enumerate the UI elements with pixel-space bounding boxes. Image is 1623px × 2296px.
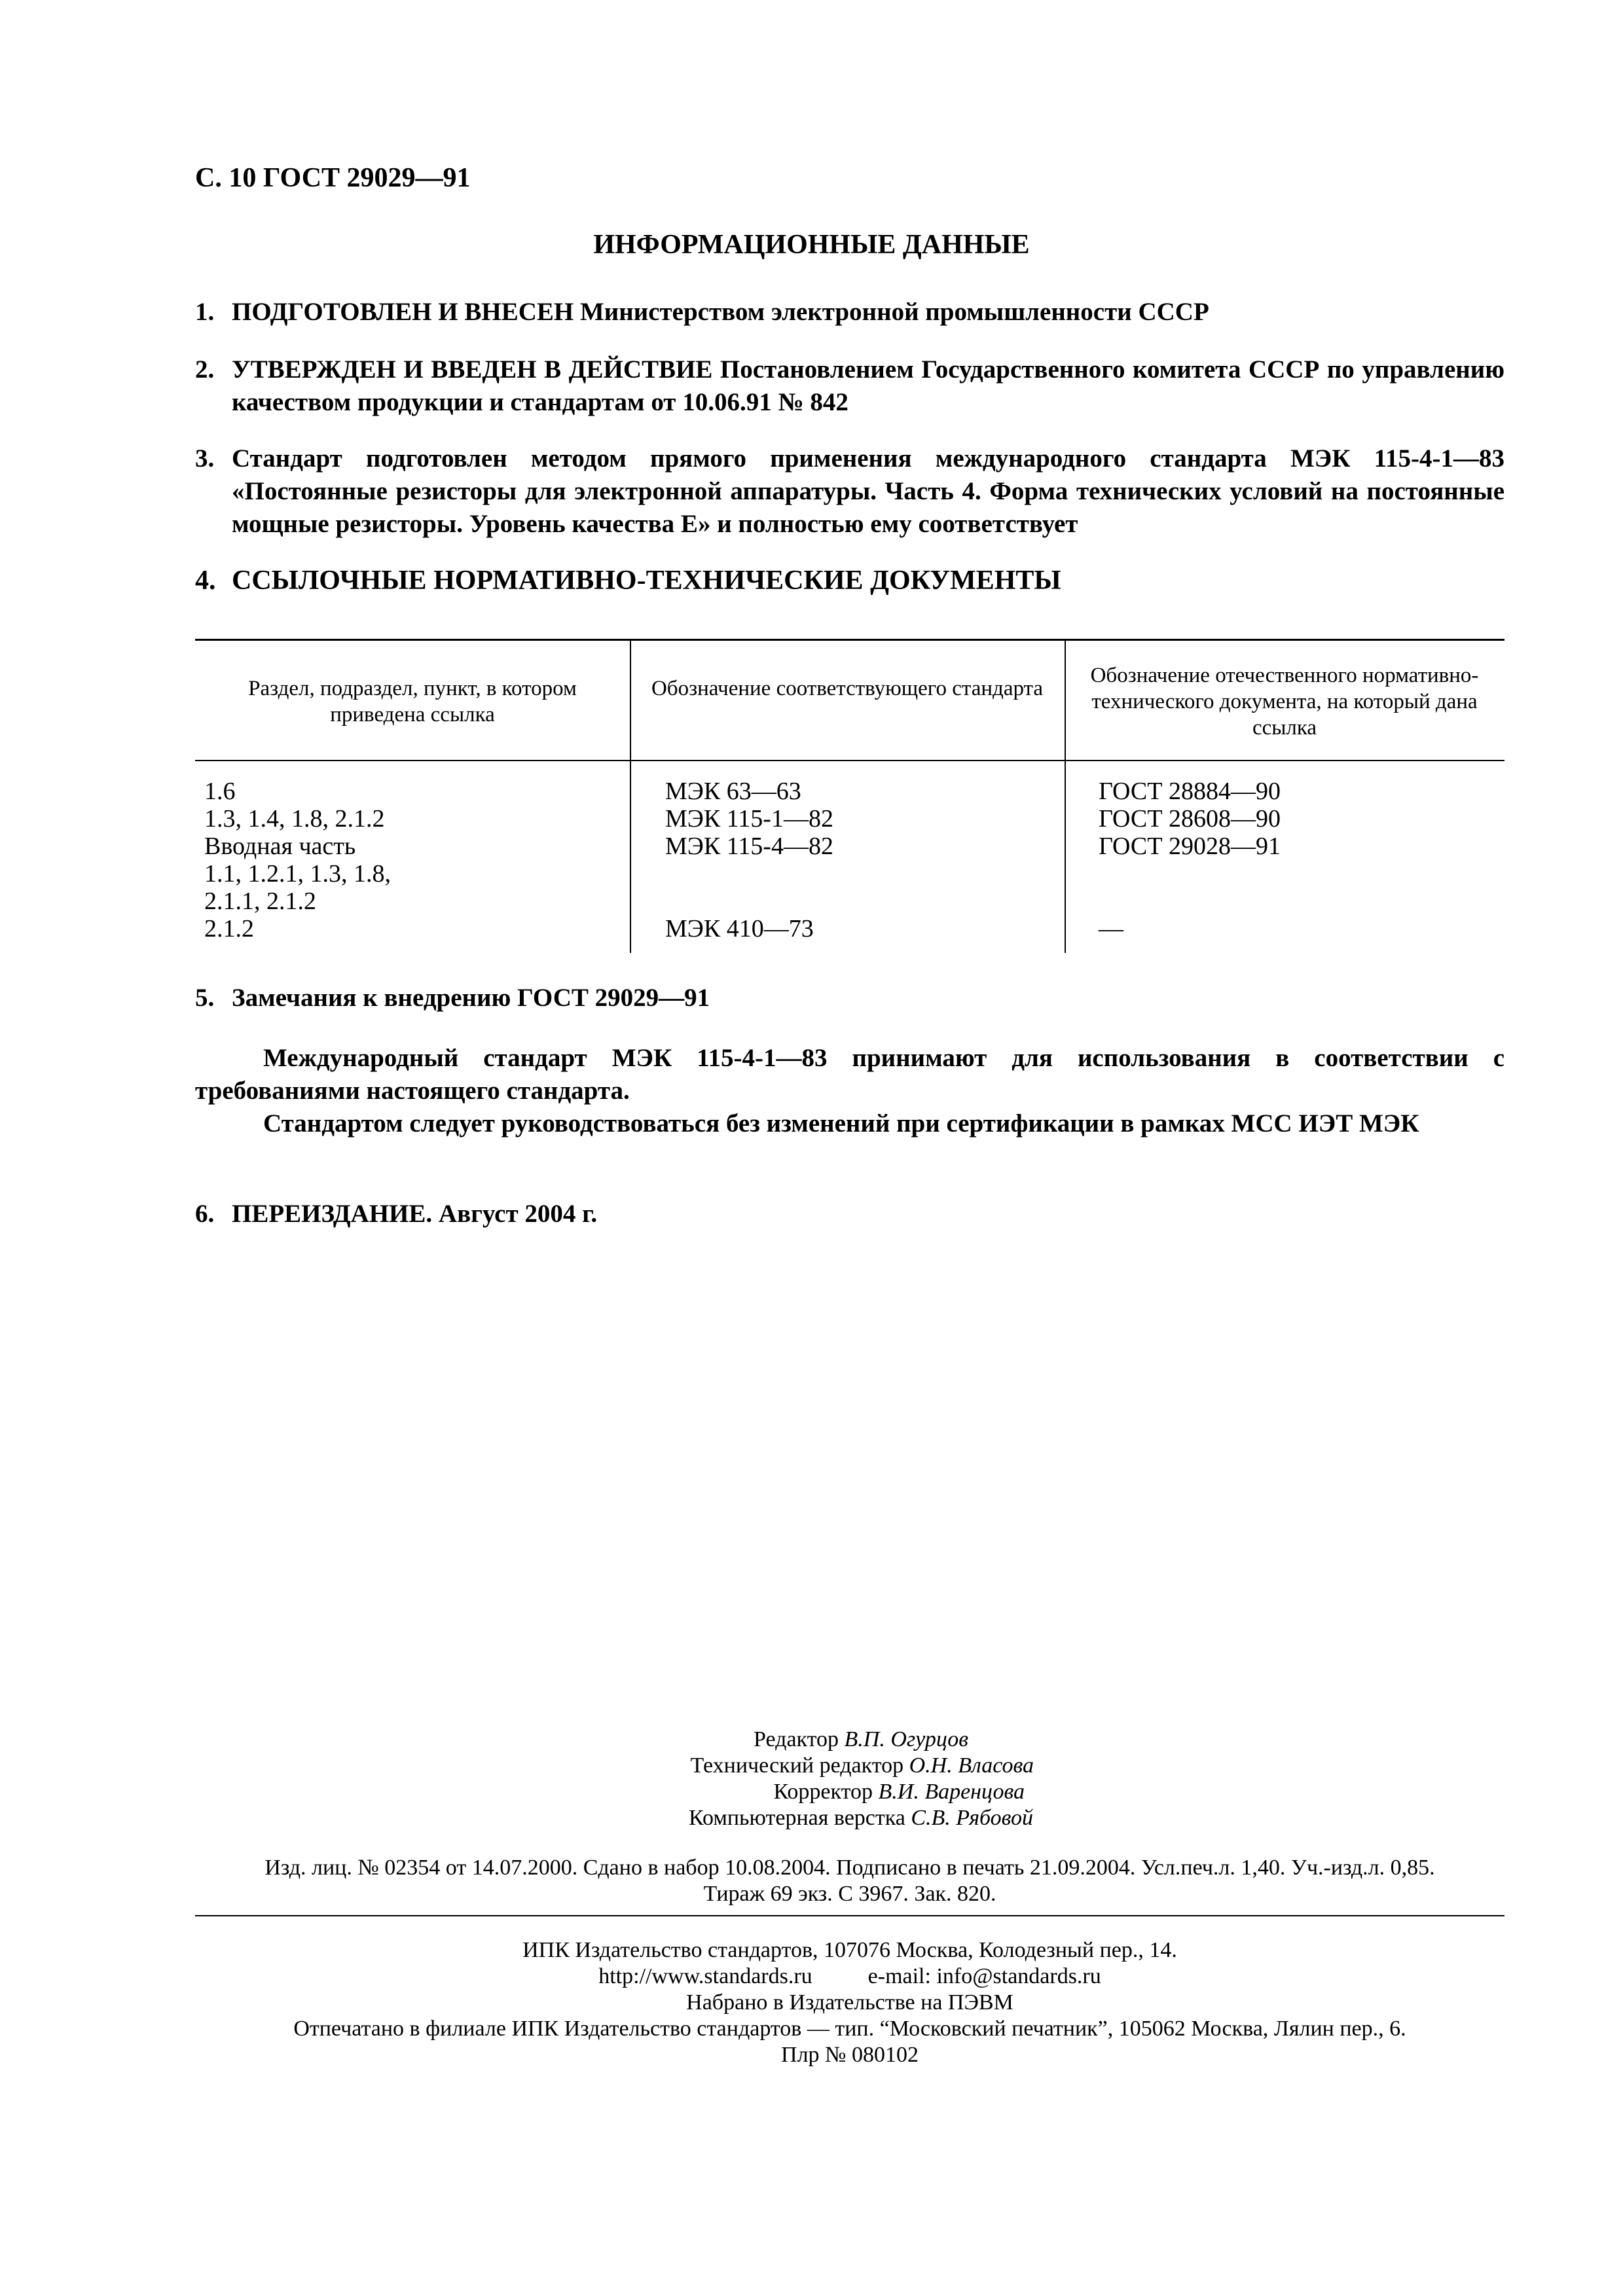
- item-5-paragraph-2: Стандартом следует руководствоваться без изменений при сертификации в рамках МСС ИЭТ МЭК: [263, 1109, 1419, 1138]
- info-item-5: [195, 982, 1504, 1014]
- publisher-line-4: Отпечатано в филиале ИПК Издательство стандартов — тип. “Московский печатник”, 105062 Москва, Лялин пер., 6.: [293, 2017, 1406, 2041]
- table-header-section: Раздел, подраздел, пункт, в котором приведена ссылка: [248, 677, 577, 726]
- table-column-divider: [1065, 639, 1066, 953]
- info-item-3: [195, 442, 1504, 541]
- credit-person: С.В. Рябовой: [911, 1806, 1033, 1830]
- table-column-gost-documents: ГОСТ 28884—90 ГОСТ 28608—90 ГОСТ 29028—91 —: [1099, 778, 1281, 942]
- credit-role: Компьютерная верстка: [688, 1806, 911, 1830]
- table-header-national-document: Обозначение отечественного нормативно-технического документа, на который дана ссылка: [1090, 664, 1479, 740]
- item-number: 2.: [195, 355, 215, 384]
- imprint-line-1: Изд. лиц. № 02354 от 14.07.2000. Сдано в набор 10.08.2004. Подписано в печать 21.09.2004. Усл.печ.л. 1,40. Уч.-изд.л. 0,85.: [264, 1856, 1435, 1880]
- item-text: Постановлением Государственного комитета СССР по управлению качеством продукции и стандартам от 10.06.91 № 842: [232, 355, 1504, 416]
- publisher-line-2: http://www.standards.ru e-mail: info@standards.ru: [598, 1964, 1101, 1988]
- table-column-sections: 1.6 1.3, 1.4, 1.8, 2.1.2 Вводная часть 1.1, 1.2.1, 1.3, 1.8, 2.1.1, 2.1.2 2.1.2: [204, 778, 391, 942]
- info-item-4: [195, 564, 1504, 597]
- info-item-2: [195, 353, 1504, 419]
- reference-table: [195, 639, 1504, 953]
- table-column-iec-standards: МЭК 63—63 МЭК 115-1—82 МЭК 115-4—82 МЭК 410—73: [665, 778, 833, 942]
- table-column-divider: [630, 639, 631, 953]
- credit-person: О.Н. Власова: [909, 1753, 1034, 1778]
- imprint-line-2: Тираж 69 экз. С 3967. Зак. 820.: [703, 1882, 996, 1906]
- credit-role: Корректор: [773, 1780, 879, 1804]
- item-number: 3.: [195, 444, 215, 473]
- item-lead: ПЕРЕИЗДАНИЕ.: [232, 1200, 433, 1228]
- credit-role: Редактор: [754, 1727, 845, 1751]
- info-item-1: [195, 296, 1504, 329]
- publisher-line-5: Плр № 080102: [781, 2043, 919, 2067]
- item-number: 6.: [195, 1200, 215, 1228]
- credit-role: Технический редактор: [690, 1753, 909, 1778]
- credit-layout: [689, 1805, 1033, 1831]
- item-text: Стандарт подготовлен методом прямого применения международного стандарта МЭК 115-4-1—83 «Постоянные резисторы для электронной аппаратуры. Часть 4. Форма технических условий на постоянные мощные резисторы. Уровень качества Е» и полностью ему соответствует: [232, 444, 1504, 538]
- info-item-6: [195, 1198, 1504, 1230]
- publisher-line-1: ИПК Издательство стандартов, 107076 Москва, Колодезный пер., 14.: [522, 1938, 1177, 1962]
- running-head: С. 10 ГОСТ 29029—91: [195, 163, 471, 193]
- item-lead: ССЫЛОЧНЫЕ НОРМАТИВНО-ТЕХНИЧЕСКИЕ ДОКУМЕНТЫ: [232, 565, 1061, 596]
- item-5-paragraph-1: Международный стандарт МЭК 115-4-1—83 принимают для использования в соответствии с требованиями настоящего стандарта.: [195, 1044, 1504, 1105]
- item-lead: Замечания к внедрению ГОСТ 29029—91: [232, 984, 710, 1012]
- document-title: ИНФОРМАЦИОННЫЕ ДАННЫЕ: [593, 230, 1030, 260]
- table-header-rule: [195, 760, 1504, 761]
- item-text: Август 2004 г.: [432, 1200, 598, 1228]
- credit-person: В.П. Огурцов: [844, 1727, 968, 1751]
- item-lead: ПОДГОТОВЛЕН И ВНЕСЕН: [232, 298, 574, 326]
- imprint-divider: [195, 1915, 1504, 1916]
- table-top-rule: [195, 639, 1504, 641]
- credit-proofreader: [773, 1779, 1025, 1805]
- table-header-standard: Обозначение соответствующего стандарта: [651, 677, 1044, 700]
- item-text: Министерством электронной промышленности СССР: [574, 298, 1209, 326]
- publisher-line-3: Набрано в Издательстве на ПЭВМ: [686, 1990, 1013, 2015]
- item-lead: УТВЕРЖДЕН И ВВЕДЕН В ДЕЙСТВИЕ: [232, 355, 713, 384]
- item-number: 4.: [195, 565, 216, 596]
- credit-person: В.И. Варенцова: [878, 1780, 1025, 1804]
- item-number: 1.: [195, 298, 215, 326]
- item-number: 5.: [195, 984, 215, 1012]
- credit-editor: [754, 1727, 968, 1753]
- credit-technical-editor: [691, 1753, 1034, 1779]
